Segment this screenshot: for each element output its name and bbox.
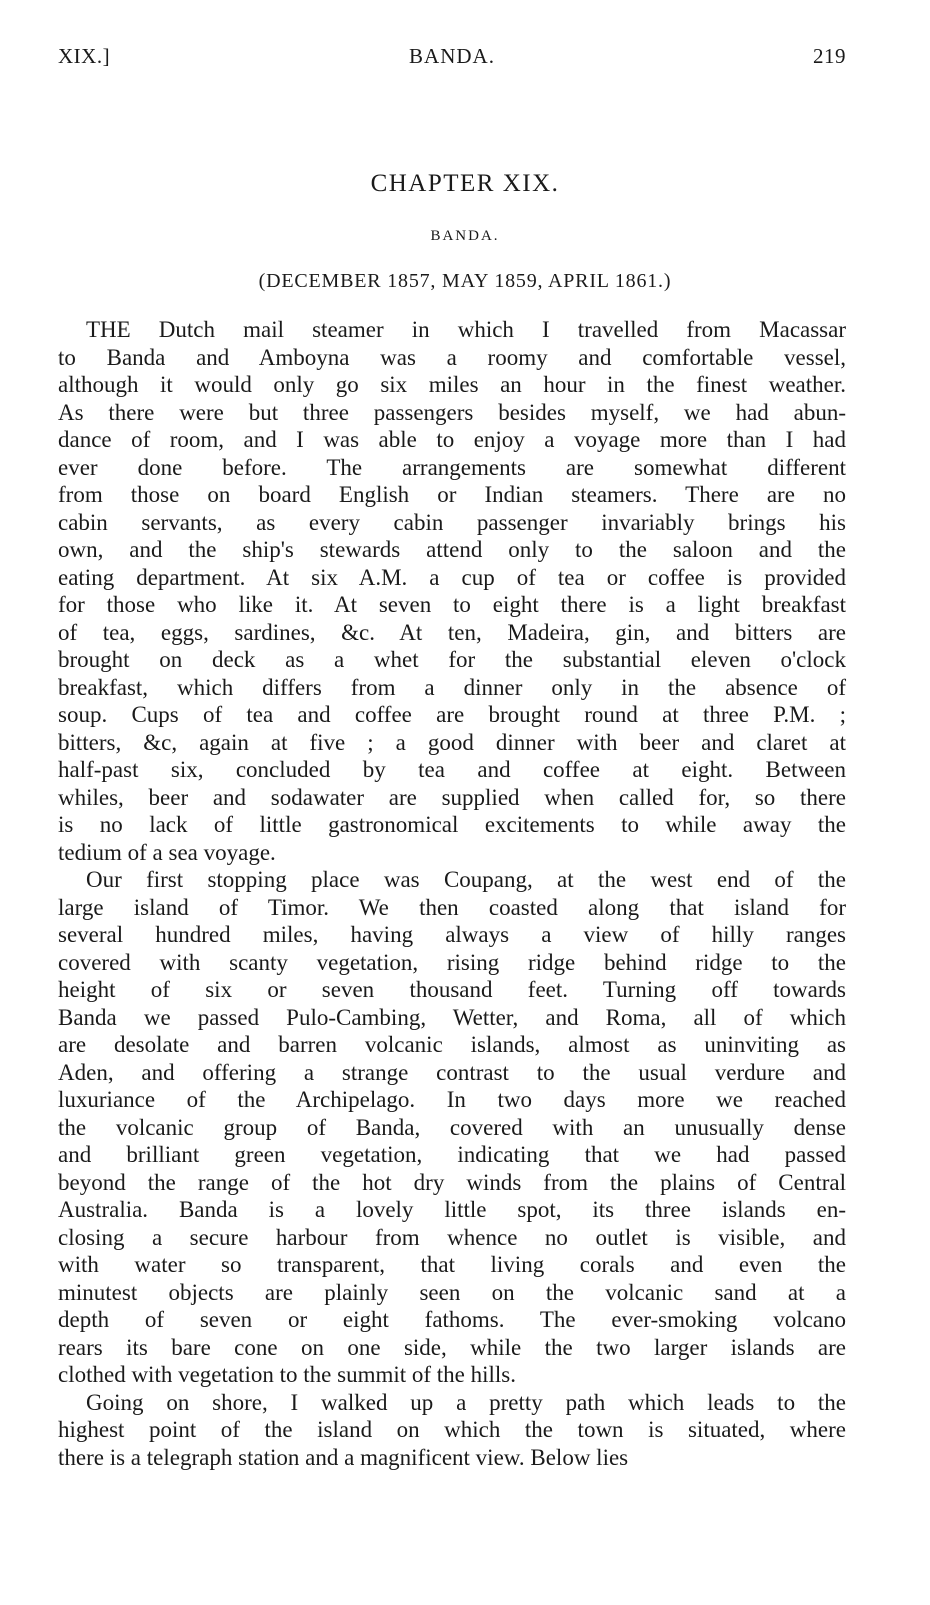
text-line: clothed with vegetation to the summit of the hills. <box>58 1362 517 1387</box>
text-line: several hundred miles, having always a view of hilly ranges <box>58 922 846 947</box>
text-line: and brilliant green vegetation, indicating that we had passed <box>58 1142 846 1167</box>
paragraph <box>58 316 846 866</box>
text-line: eating department. At six A.M. a cup of tea or coffee is provided <box>58 564 846 590</box>
text-line: Banda we passed Pulo-Cambing, Wetter, and Roma, all of which <box>58 1004 846 1030</box>
text-line: large island of Timor. We then coasted along that island for <box>58 894 846 920</box>
page-number: 219 <box>813 44 846 68</box>
text-line: of tea, eggs, sardines, &c. At ten, Madeira, gin, and bitters are <box>58 619 846 645</box>
text-line: tedium of a sea voyage. <box>58 839 276 865</box>
text-line: half-past six, concluded by tea and coffee at eight. Between <box>58 757 846 782</box>
running-head <box>58 44 846 76</box>
text-line: with water so transparent, that living corals and even the <box>58 1252 846 1277</box>
text-line: although it would only go six miles an hour in the finest weather. <box>58 372 846 397</box>
text-line: covered with scanty vegetation, rising ridge behind ridge to the <box>58 949 846 975</box>
paragraph <box>58 1389 846 1472</box>
text-line: from those on board English or Indian steamers. There are no <box>58 482 846 507</box>
text-line: is no lack of little gastronomical excitements to while away the <box>58 812 846 837</box>
text-line: the volcanic group of Banda, covered with an unusually dense <box>58 1114 846 1140</box>
text-line: soup. Cups of tea and coffee are brought round at three P.M. ; <box>58 702 846 727</box>
text-line: beyond the range of the hot dry winds from the plains of Central <box>58 1169 846 1195</box>
text-line: brought on deck as a whet for the substantial eleven o'clock <box>58 647 846 672</box>
chapter-subtitle: BANDA. <box>430 228 500 244</box>
text-line: for those who like it. At seven to eight there is a light breakfast <box>58 592 846 617</box>
text-line: Aden, and offering a strange contrast to the usual verdure and <box>58 1059 846 1085</box>
text-line: THE Dutch mail steamer in which I travelled from Macassar <box>86 317 846 342</box>
text-line: dance of room, and I was able to enjoy a voyage more than I had <box>58 427 846 452</box>
text-line: own, and the ship's stewards attend only to the saloon and the <box>58 537 846 562</box>
chapter-heading: CHAPTER XIX. <box>370 170 560 197</box>
paragraph <box>58 866 846 1389</box>
text-line: there is a telegraph station and a magnificent view. Below lies <box>58 1444 629 1470</box>
chapter-number-marker: XIX.] <box>58 44 111 68</box>
text-line: height of six or seven thousand feet. Turning off towards <box>58 977 846 1002</box>
text-line: to Banda and Amboyna was a roomy and comfortable vessel, <box>58 344 846 370</box>
text-line: Our first stopping place was Coupang, at the west end of the <box>86 867 846 892</box>
text-line: ever done before. The arrangements are somewhat different <box>58 454 846 480</box>
text-line: are desolate and barren volcanic islands, almost as uninviting as <box>58 1032 846 1057</box>
text-line: breakfast, which differs from a dinner only in the absence of <box>58 674 846 700</box>
body-text <box>58 316 846 1471</box>
text-line: Australia. Banda is a lovely little spot, its three islands en- <box>58 1197 846 1222</box>
text-line: closing a secure harbour from whence no outlet is visible, and <box>58 1224 846 1250</box>
text-line: cabin servants, as every cabin passenger invariably brings his <box>58 509 846 535</box>
text-line: minutest objects are plainly seen on the volcanic sand at a <box>58 1279 846 1305</box>
text-line: highest point of the island on which the town is situated, where <box>58 1417 846 1442</box>
text-line: luxuriance of the Archipelago. In two days more we reached <box>58 1087 846 1112</box>
running-title: BANDA. <box>409 44 495 68</box>
text-line: Going on shore, I walked up a pretty path which leads to the <box>86 1389 846 1415</box>
text-line: depth of seven or eight fathoms. The ever-smoking volcano <box>58 1307 846 1332</box>
text-line: As there were but three passengers besides myself, we had abun- <box>58 399 846 425</box>
text-line: whiles, beer and sodawater are supplied when called for, so there <box>58 784 846 810</box>
text-line: bitters, &c, again at five ; a good dinner with beer and claret at <box>58 729 846 755</box>
chapter-dates: (DECEMBER 1857, MAY 1859, APRIL 1861.) <box>258 270 672 292</box>
text-line: rears its bare cone on one side, while the two larger islands are <box>58 1334 846 1360</box>
